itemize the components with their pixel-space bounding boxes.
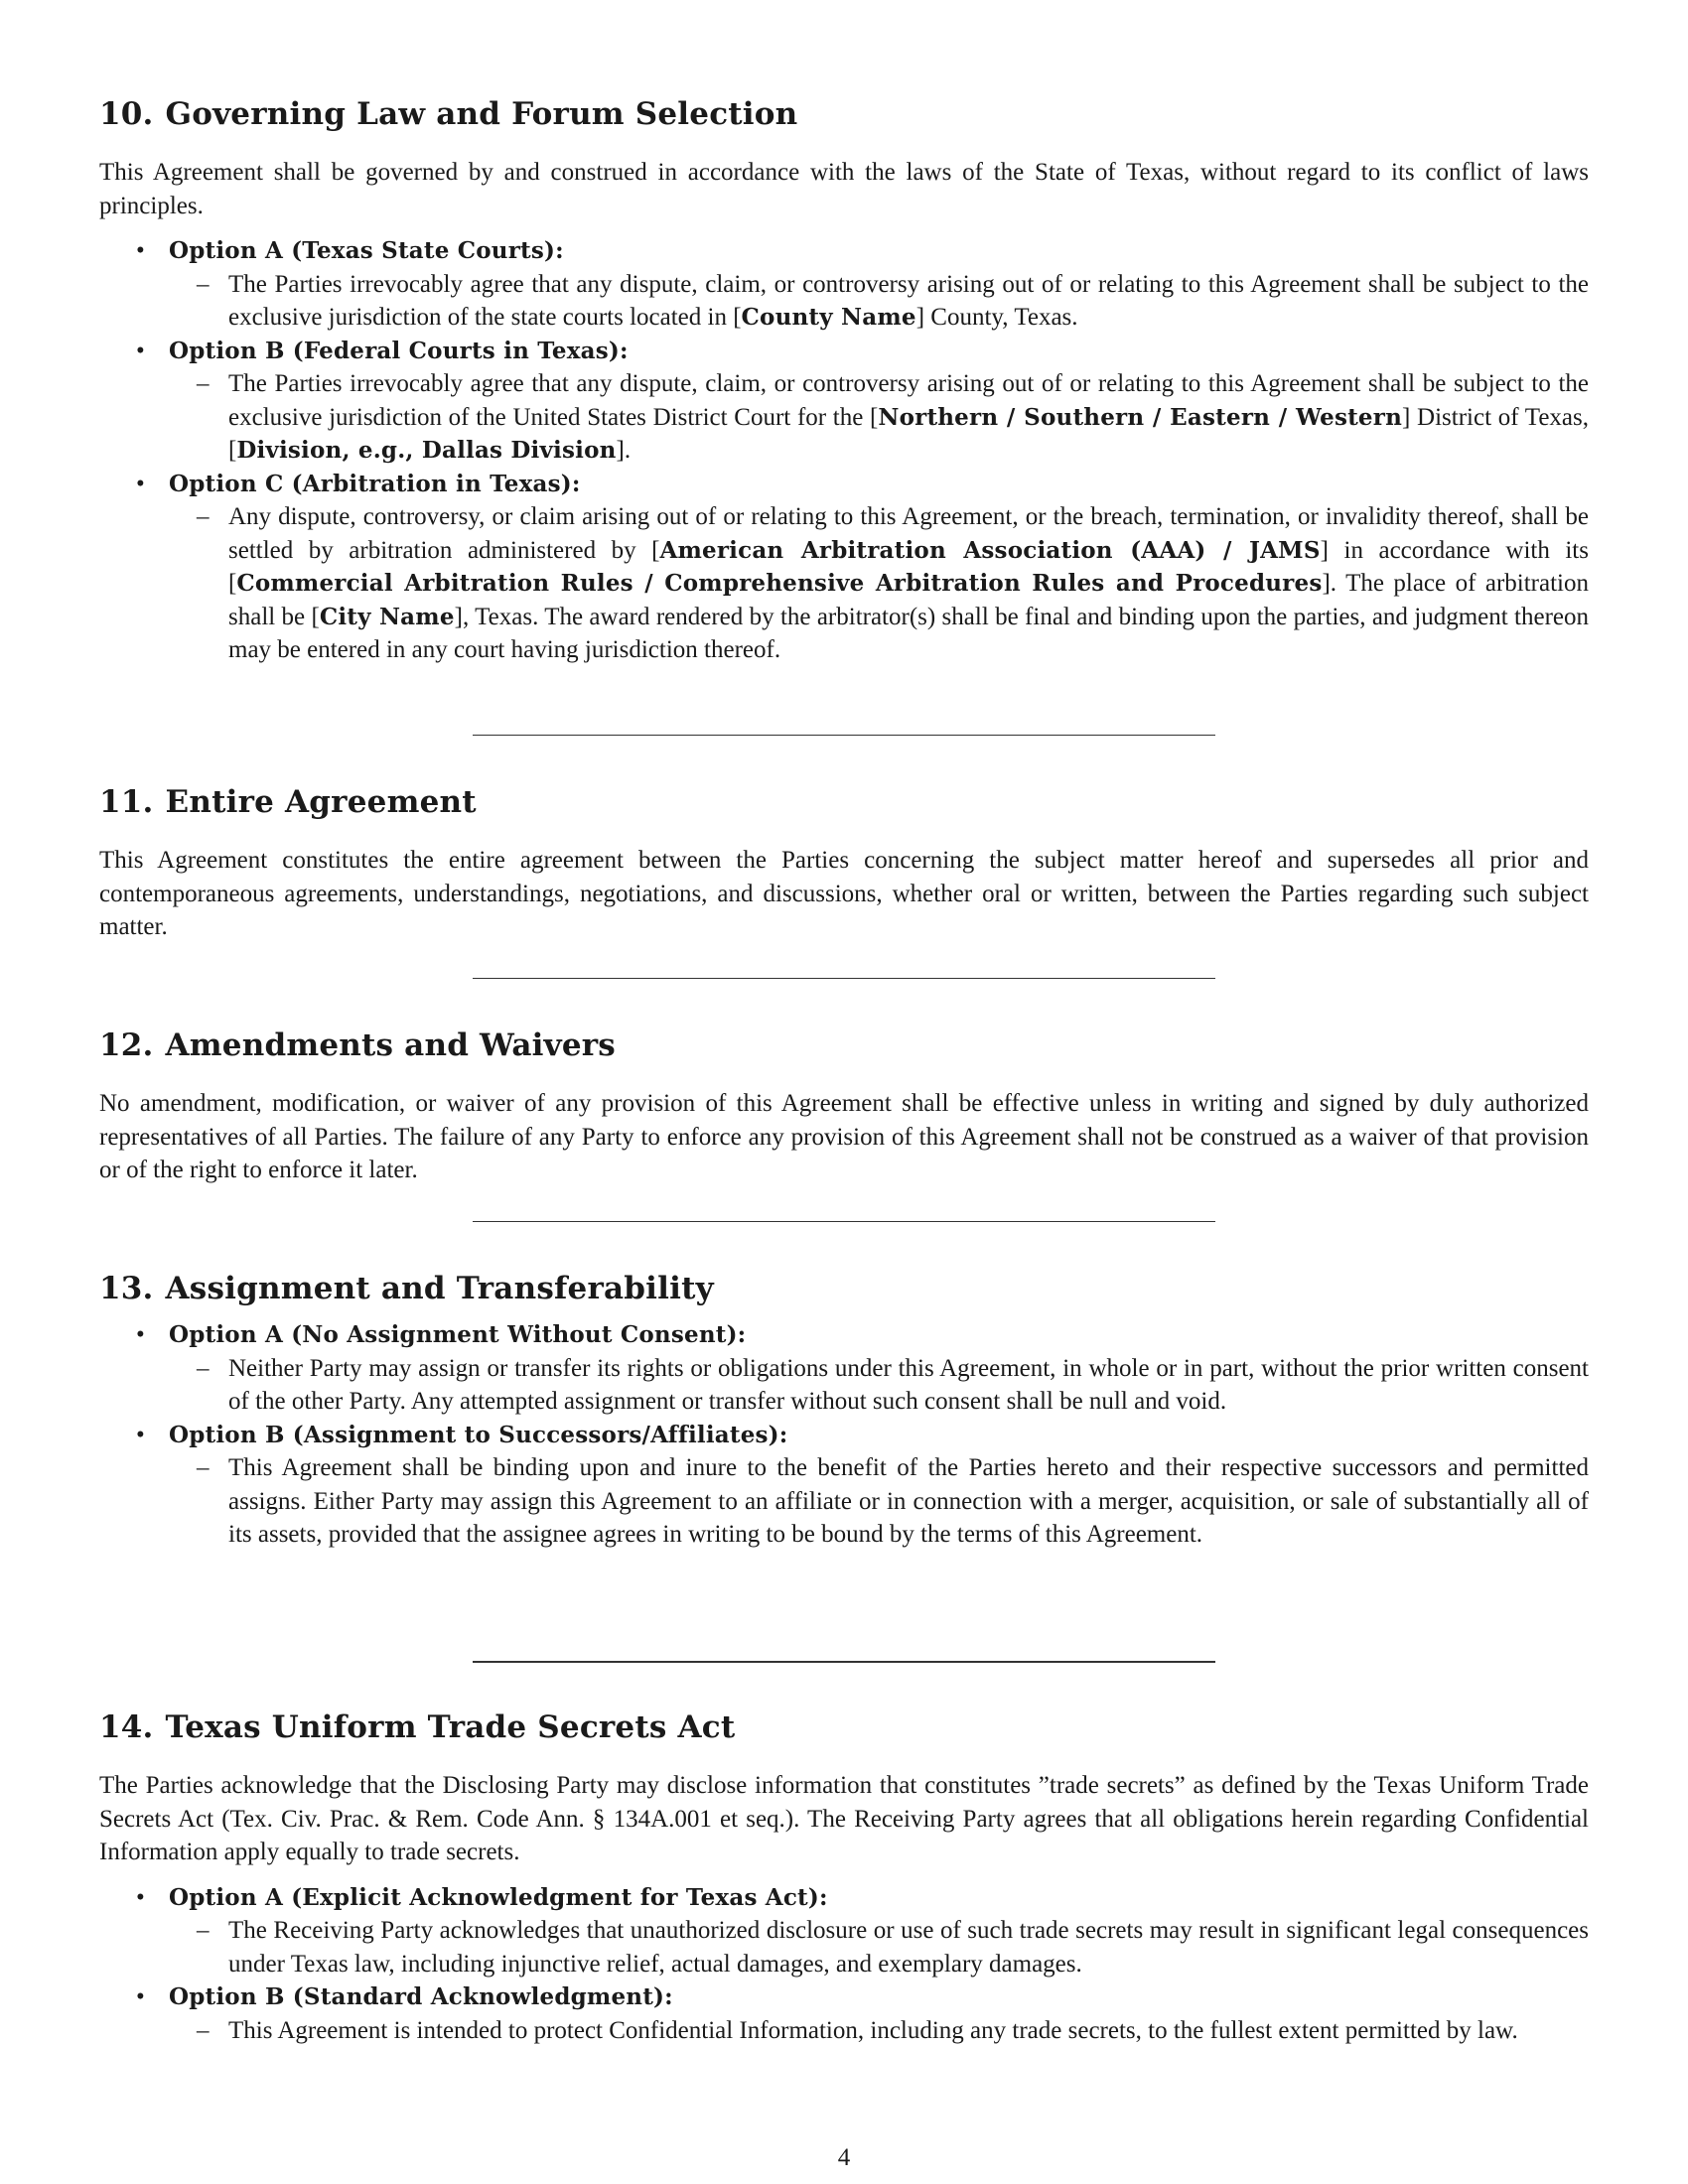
section-heading (99, 94, 1589, 134)
section-number: 10. (99, 96, 154, 132)
option-text: – The Parties irrevocably agree that any dispute, claim, or controversy arising out of or relating to this Agreement shall be subject to the exclusive jurisdiction of the state courts located in [County Name] County, Texas. (228, 270, 1589, 331)
section-10 (99, 94, 1589, 667)
section-number: 14. (99, 1709, 154, 1745)
section-13 (99, 1269, 1589, 1552)
section-divider (473, 735, 1215, 736)
section-heading (99, 1269, 1589, 1308)
section-intro: This Agreement constitutes the entire agreement between the Parties concerning the subject matter hereof and supersedes all prior and contemporaneous agreements, understandings, negotiations, and discussions, whether oral or written, between the Parties regarding such subject matter. (99, 847, 1589, 940)
section-heading (99, 1025, 1589, 1065)
section-11 (99, 782, 1589, 944)
option-body (169, 268, 1589, 335)
section-12 (99, 1025, 1589, 1187)
section-heading (99, 1707, 1589, 1747)
option-body (169, 500, 1589, 667)
options-list (99, 234, 1589, 667)
list-item (99, 1980, 1589, 2047)
section-intro: This Agreement shall be governed by and construed in accordance with the laws of the State of Texas, without regard to its conflict of laws principles. (99, 159, 1589, 219)
option-text: – The Parties irrevocably agree that any dispute, claim, or controversy arising out of or relating to this Agreement shall be subject to the exclusive jurisdiction of the United States District Court for the [Northern / Southern / Eastern / Western] District of Texas, [Division, e.g., Dallas Division]. (228, 370, 1589, 464)
section-divider (473, 1221, 1215, 1222)
page-number: 4 (837, 2144, 851, 2171)
option-body (169, 1914, 1589, 1980)
section-number: 11. (99, 784, 154, 820)
option-title: • Option A (No Assignment Without Consent): (169, 1321, 747, 1348)
section-title: Amendments and Waivers (165, 1027, 616, 1063)
options-list (99, 1881, 1589, 2048)
option-title: • Option B (Assignment to Successors/Affiliates): (169, 1421, 788, 1448)
option-title: • Option B (Federal Courts in Texas): (169, 337, 629, 364)
section-title: Assignment and Transferability (165, 1271, 714, 1306)
section-divider (473, 978, 1215, 979)
options-list (99, 1318, 1589, 1552)
option-text: – This Agreement is intended to protect Confidential Information, including any trade secrets, to the fullest extent permitted by law. (228, 2016, 1518, 2044)
option-body (169, 1352, 1589, 1419)
section-14 (99, 1707, 1589, 2047)
list-item (99, 234, 1589, 335)
option-text: – Neither Party may assign or transfer its rights or obligations under this Agreement, in whole or in part, without the prior written consent of the other Party. Any attempted assignment or transfer without such consent shall be null and void. (228, 1354, 1589, 1415)
option-text: – This Agreement shall be binding upon and inure to the benefit of the Parties hereto and their respective successors and permitted assigns. Either Party may assign this Agreement to an affiliate or in connection with a merger, acquisition, or sale of substantially all of its assets, provided that the assignee agrees in writing to be bound by the terms of this Agreement. (228, 1454, 1589, 1548)
section-divider (473, 1661, 1215, 1663)
list-item (99, 468, 1589, 667)
section-title: Governing Law and Forum Selection (165, 96, 798, 132)
option-text: – Any dispute, controversy, or claim arising out of or relating to this Agreement, or the breach, termination, or invalidity thereof, shall be settled by arbitration administered by [American Arbitration Association (AAA) / JAMS] in accordance with its [Commercial Arbitration Rules / Comprehensive Arbitration Rules and Procedures]. The place of arbitration shall be [City Name], Texas. The award rendered by the arbitrator(s) shall be final and binding upon the parties, and judgment thereon may be entered in any court having jurisdiction thereof. (228, 503, 1589, 663)
section-number: 13. (99, 1271, 154, 1306)
section-title: Entire Agreement (165, 784, 477, 820)
list-item (99, 1419, 1589, 1552)
section-heading (99, 782, 1589, 822)
option-body (169, 2014, 1589, 2048)
option-title: • Option A (Explicit Acknowledgment for Texas Act): (169, 1883, 828, 1911)
section-number: 12. (99, 1027, 154, 1063)
option-body (169, 1451, 1589, 1552)
list-item (99, 335, 1589, 468)
option-title: • Option A (Texas State Courts): (169, 237, 564, 264)
list-item (99, 1318, 1589, 1419)
section-intro: No amendment, modification, or waiver of any provision of this Agreement shall be effective unless in writing and signed by duly authorized representatives of all Parties. The failure of any Party to enforce any provision of this Agreement shall not be construed as a waiver of that provision or of the right to enforce it later. (99, 1090, 1589, 1183)
option-title: • Option C (Arbitration in Texas): (169, 470, 581, 497)
option-text: – The Receiving Party acknowledges that unauthorized disclosure or use of such trade secrets may result in significant legal consequences under Texas law, including injunctive relief, actual damages, and exemplary damages. (228, 1917, 1589, 1978)
section-intro: The Parties acknowledge that the Disclosing Party may disclose information that constitutes ”trade secrets” as defined by the Texas Uniform Trade Secrets Act (Tex. Civ. Prac. & Rem. Code Ann. § 134A.001 et seq.). The Receiving Party agrees that all obligations herein regarding Confidential Information apply equally to trade secrets. (99, 1772, 1589, 1865)
section-title: Texas Uniform Trade Secrets Act (165, 1709, 736, 1745)
list-item (99, 1881, 1589, 1981)
option-body (169, 367, 1589, 468)
option-title: • Option B (Standard Acknowledgment): (169, 1983, 673, 2010)
